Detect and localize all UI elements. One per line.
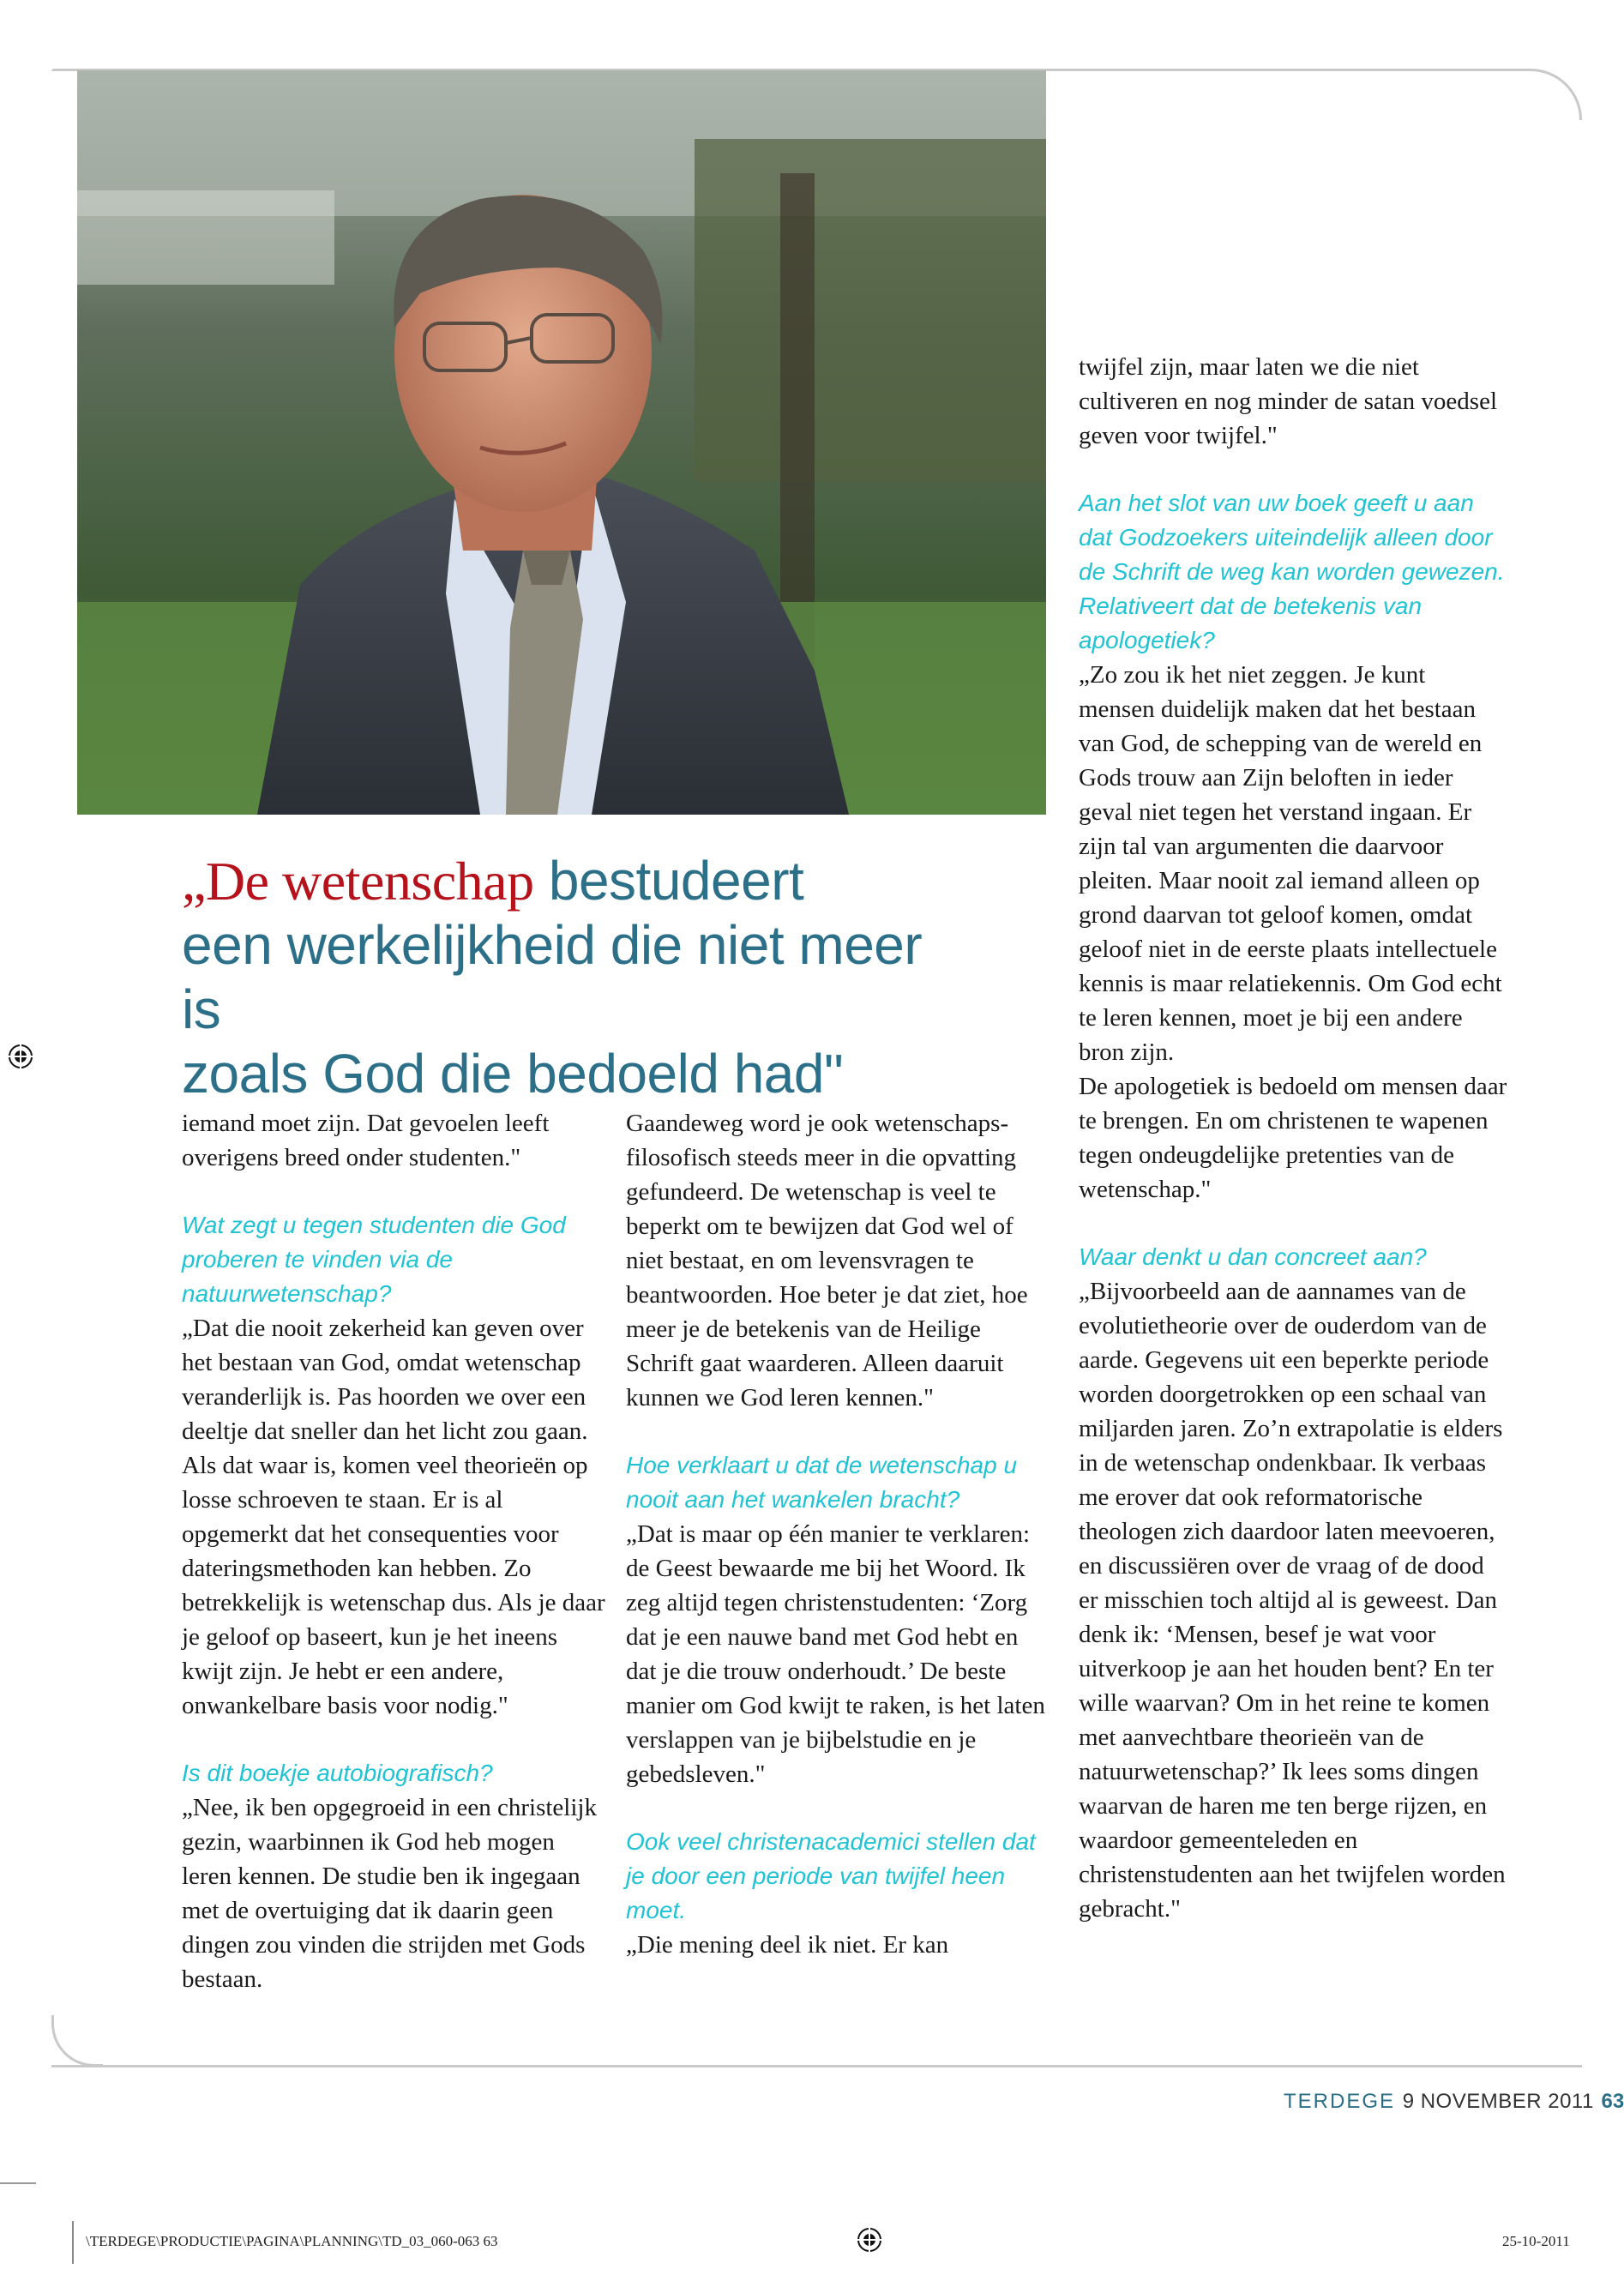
paragraph: „Nee, ik ben opgegroeid in een christelijk gezin, waarbinnen ik God heb mogen leren kennen. De studie ben ik ingegaan met de overtuiging dat ik daarin geen dingen zou vinden die strijden met Gods bestaan.	[182, 1794, 597, 1993]
portrait-photo	[77, 70, 1046, 815]
portrait-illustration	[77, 70, 1046, 815]
interview-question: Aan het slot van uw boek geeft u aan dat Godzoekers uiteindelijk alleen door de Schrift de weg kan worden gewezen. Relativeert dat de betekenis van apologetiek?	[1079, 490, 1505, 653]
production-date: 25-10-2011	[1502, 2233, 1570, 2249]
paragraph: „Dat is maar op één manier te verklaren: de Geest bewaarde me bij het Woord. Ik zeg altijd tegen christenstudenten: ‘Zorg dat je een nauwe band met God hebt en dat je die trouw onderhoudt.’ De beste manier om God kwijt te raken, is het laten verslappen van je bijbelstudie en je gebedsleven."	[626, 1520, 1045, 1788]
pull-quote	[182, 849, 953, 1106]
pull-quote-line3: zoals God die bedoeld had"	[182, 1043, 844, 1104]
registration-mark-icon	[856, 2226, 883, 2254]
magazine-name: TERDEGE	[1284, 2090, 1396, 2113]
paragraph: „Bijvoorbeeld aan de aannames van de evolutietheorie over de ouderdom van de aarde. Gegevens uit een beperkte periode worden doorgetrokken op een schaal van miljarden jaren. Zo’n extrapolatie is elders in de wetenschap ondenkbaar. Ik verbaas me erover dat ook reformatorische theologen zich daardoor laten meevoeren, en discussiëren over de vraag of de dood er misschien toch altijd al is geweest. Dan denk ik: ‘Mensen, besef je wat voor uitverkoop je aan het houden bent? En ter wille waarvan? Om in het reine te komen met aanvechtbare theorieën van de natuurwetenschap?’ Ik lees soms dingen waarvan de haren me ten berge rijzen, en waardoor gemeenteleden en christenstudenten aan het twijfelen worden gebracht."	[1079, 1278, 1506, 1923]
text-column-1	[182, 1106, 611, 1996]
interview-question: Ook veel christenacademici stellen dat je door een periode van twijfel heen moet.	[626, 1828, 1036, 1923]
interview-question: Wat zegt u tegen studenten die God proberen te vinden via de natuurwetenschap?	[182, 1212, 566, 1307]
pull-quote-line2: een werkelijkheid die niet meer is	[182, 914, 923, 1040]
interview-question: Hoe verklaart u dat de wetenschap u nooit aan het wankelen bracht?	[626, 1452, 1018, 1513]
pull-quote-highlight: „De wetenschap	[182, 851, 534, 912]
paragraph: „Die mening deel ik niet. Er kan	[626, 1931, 949, 1959]
registration-mark-icon	[7, 1043, 34, 1070]
page-border-corner-bottom-left	[51, 2015, 103, 2067]
crop-mark	[0, 2182, 36, 2184]
pull-quote-line1	[182, 849, 953, 913]
text-column-2	[626, 1106, 1055, 1962]
page-footer	[1284, 2090, 1624, 2114]
interview-question: Waar denkt u dan concreet aan?	[1079, 1243, 1427, 1270]
page-border-bottom	[51, 2065, 1582, 2067]
text-column-3	[1079, 350, 1507, 1926]
paragraph: „Zo zou ik het niet zeggen. Je kunt mensen duidelijk maken dat het bestaan van God, de schepping van de wereld en Gods trouw aan Zijn beloften in ieder geval niet tegen het verstand ingaan. Er zijn tal van argumenten die daarvoor pleiten. Maar nooit zal iemand alleen op grond daarvan tot geloof komen, omdat geloof niet in de eerste plaats intellectuele kennis is maar relatiekennis. Om God echt te leren kennen, moet je bij een andere bron zijn.	[1079, 661, 1502, 1066]
interview-question: Is dit boekje autobiografisch?	[182, 1760, 493, 1786]
issue-date: 9 NOVEMBER 2011	[1402, 2090, 1594, 2113]
production-slug: \TERDEGE\PRODUCTIE\PAGINA\PLANNING\TD_03_060-063 63	[86, 2233, 498, 2249]
paragraph: „Dat die nooit zekerheid kan geven over het bestaan van God, omdat wetenschap veranderlijk is. Pas hoorden we over een deeltje dat sneller dan het licht zou gaan. Als dat waar is, komen veel theorieën op losse schroeven te staan. Er is al opgemerkt dat het consequenties voor dateringsmethoden kan hebben. Zo betrekkelijk is wetenschap dus. Als je daar je geloof op baseert, kun je het ineens kwijt zijn. Je hebt er een andere, onwankelbare basis voor nodig."	[182, 1315, 605, 1719]
paragraph: iemand moet zijn. Dat gevoelen leeft overigens breed onder studenten."	[182, 1110, 550, 1171]
page-number: 63	[1601, 2090, 1624, 2113]
paragraph: Gaandeweg word je ook wetenschaps-filosofisch steeds meer in die opvatting gefundeerd. De wetenschap is veel te beperkt om te bewijzen dat God wel of niet bestaat, en om levensvragen te beantwoorden. Hoe beter je dat ziet, hoe meer je de betekenis van de Heilige Schrift gaat waarderen. Alleen daaruit kunnen we God leren kennen."	[626, 1110, 1028, 1411]
page-border-corner	[1483, 69, 1582, 120]
paragraph: De apologetiek is bedoeld om mensen daar te brengen. En om christenen te wapenen tegen ondeugdelijke pretenties van de wetenschap."	[1079, 1073, 1507, 1203]
pull-quote-line1-rest: bestudeert	[533, 850, 804, 912]
slug-divider	[72, 2221, 74, 2264]
paragraph: twijfel zijn, maar laten we die niet cultiveren en nog minder de satan voedsel geven voor twijfel."	[1079, 353, 1498, 449]
